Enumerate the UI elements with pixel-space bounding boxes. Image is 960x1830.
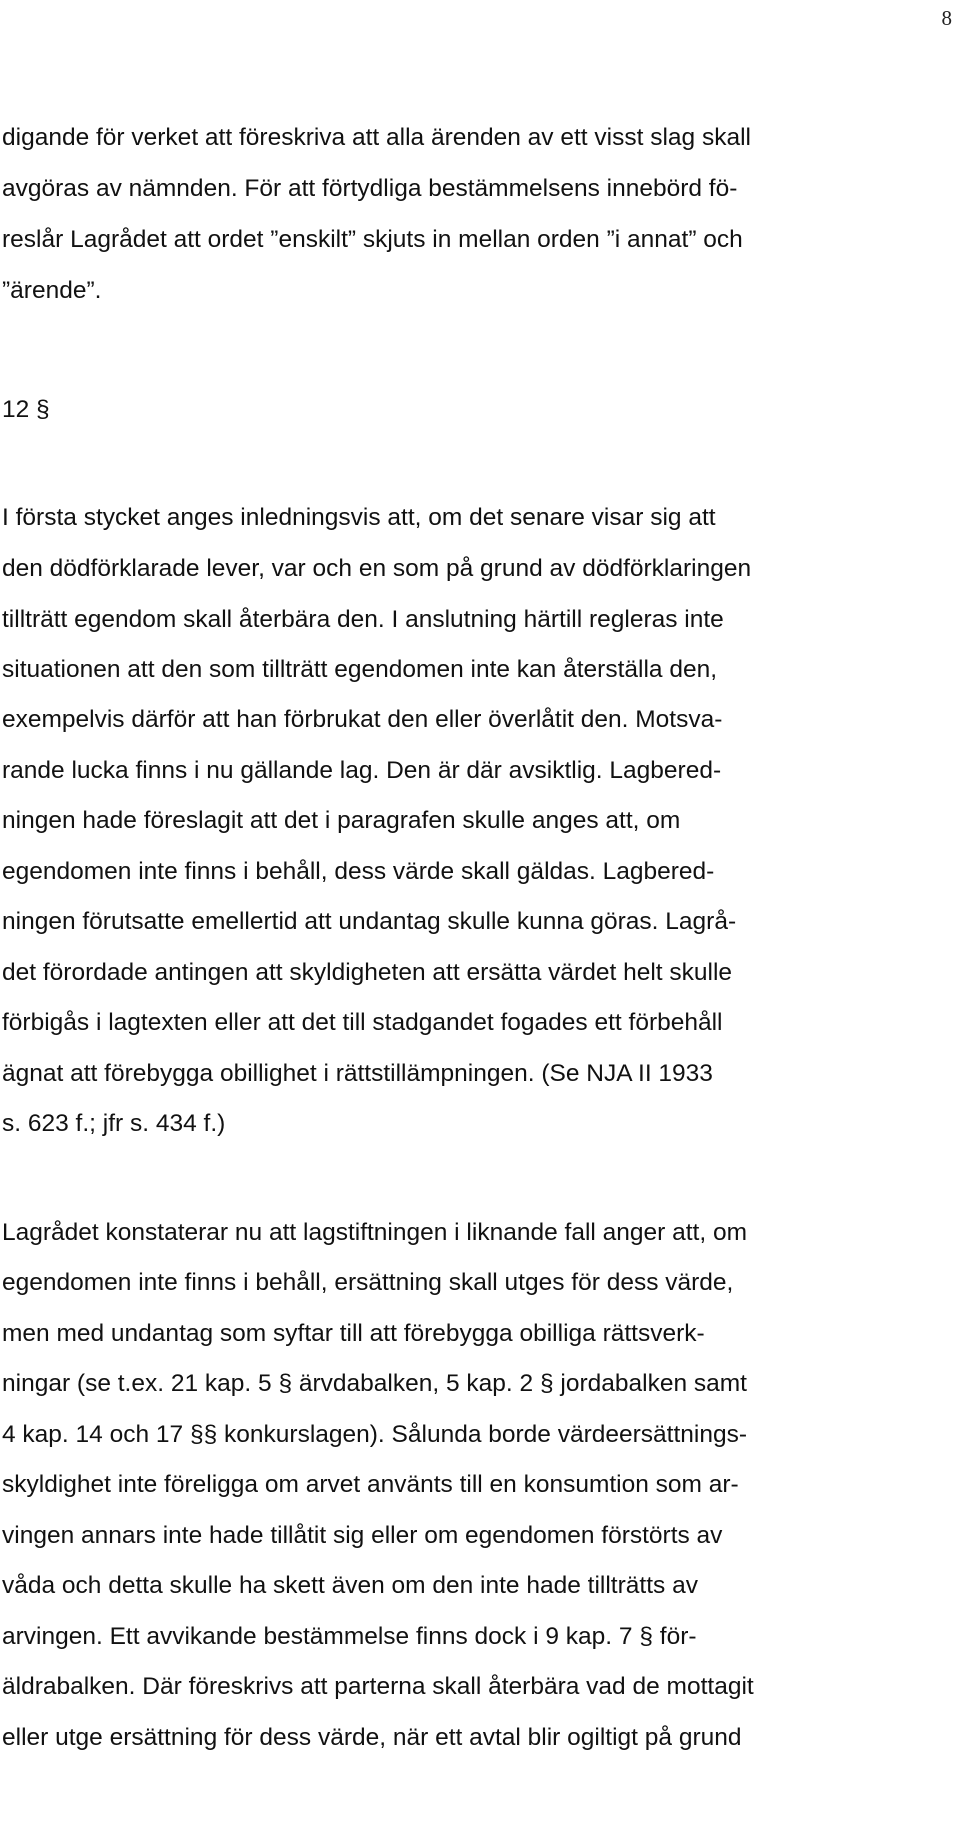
text-line: ningar (se t.ex. 21 kap. 5 § ärvdabalken, 5 kap. 2 § jordabalken samt bbox=[2, 1370, 747, 1397]
text-line: eller utge ersättning för dess värde, när ett avtal blir ogiltigt på grund bbox=[2, 1724, 742, 1751]
text-line: Lagrådet konstaterar nu att lagstiftningen i liknande fall anger att, om bbox=[2, 1219, 747, 1246]
text-line: ägnat att förebygga obillighet i rättstillämpningen. (Se NJA II 1933 bbox=[2, 1060, 713, 1087]
text-line: skyldighet inte föreligga om arvet använts till en konsumtion som ar- bbox=[2, 1471, 739, 1498]
text-line: exempelvis därför att han förbrukat den eller överlåtit den. Motsva- bbox=[2, 706, 723, 733]
text-line: våda och detta skulle ha skett även om den inte hade tillträtts av bbox=[2, 1572, 698, 1599]
text-line: men med undantag som syftar till att förebygga obilliga rättsverk- bbox=[2, 1320, 705, 1347]
text-line: reslår Lagrådet att ordet ”enskilt” skjuts in mellan orden ”i annat” och bbox=[2, 226, 743, 253]
text-line: rande lucka finns i nu gällande lag. Den är där avsiktlig. Lagbered- bbox=[2, 757, 722, 784]
text-line: s. 623 f.; jfr s. 434 f.) bbox=[2, 1110, 226, 1137]
text-line: avgöras av nämnden. För att förtydliga bestämmelsens innebörd fö- bbox=[2, 175, 738, 202]
text-line: digande för verket att föreskriva att alla ärenden av ett visst slag skall bbox=[2, 124, 751, 151]
text-line: egendomen inte finns i behåll, dess värde skall gäldas. Lagbered- bbox=[2, 858, 715, 885]
text-line: den dödförklarade lever, var och en som på grund av dödförklaringen bbox=[2, 555, 752, 582]
text-line: situationen att den som tillträtt egendomen inte kan återställa den, bbox=[2, 656, 718, 683]
text-line: 4 kap. 14 och 17 §§ konkurslagen). Sålunda borde värdeersättnings- bbox=[2, 1421, 748, 1448]
text-line: ningen hade föreslagit att det i paragrafen skulle anges att, om bbox=[2, 807, 681, 834]
text-line: I första stycket anges inledningsvis att, om det senare visar sig att bbox=[2, 504, 716, 531]
text-line: vingen annars inte hade tillåtit sig eller om egendomen förstörts av bbox=[2, 1522, 723, 1549]
text-line: det förordade antingen att skyldigheten att ersätta värdet helt skulle bbox=[2, 959, 733, 986]
page-number: 8 bbox=[941, 6, 952, 30]
text-line: tillträtt egendom skall återbära den. I anslutning härtill regleras inte bbox=[2, 606, 724, 633]
text-line: ”ärende”. bbox=[2, 277, 102, 304]
section-heading: 12 § bbox=[2, 396, 50, 423]
text-line: förbigås i lagtexten eller att det till stadgandet fogades ett förbehåll bbox=[2, 1009, 723, 1036]
text-line: arvingen. Ett avvikande bestämmelse finns dock i 9 kap. 7 § för- bbox=[2, 1623, 697, 1650]
text-line: ningen förutsatte emellertid att undantag skulle kunna göras. Lagrå- bbox=[2, 908, 737, 935]
text-line: äldrabalken. Där föreskrivs att parterna skall återbära vad de mottagit bbox=[2, 1673, 754, 1700]
text-line: egendomen inte finns i behåll, ersättning skall utges för dess värde, bbox=[2, 1269, 734, 1296]
